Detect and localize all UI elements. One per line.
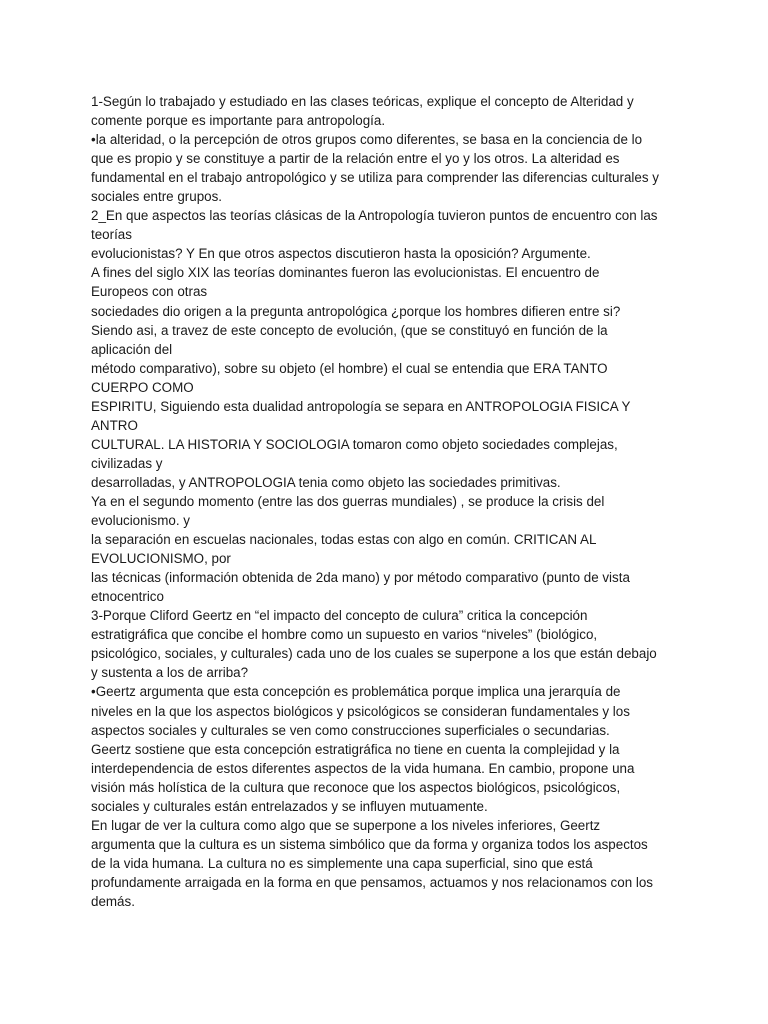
- text-line: •la alteridad, o la percepción de otros grupos como diferentes, se basa en la conciencia de lo: [91, 132, 643, 148]
- text-line: •Geertz argumenta que esta concepción es problemática porque implica una jerarquía de: [91, 684, 621, 700]
- text-line: fundamental en el trabajo antropológico y se utiliza para comprender las diferencias culturales y: [91, 170, 659, 186]
- text-line: aplicación del: [91, 341, 173, 357]
- text-line: 3-Porque Cliford Geertz en “el impacto del concepto de culura” critica la concepción: [91, 608, 588, 624]
- text-line: profundamente arraigada en la forma en que pensamos, actuamos y nos relacionamos con los: [91, 874, 653, 890]
- text-line: ANTRO: [91, 417, 138, 433]
- text-line: desarrolladas, y ANTROPOLOGIA tenia como objeto las sociedades primitivas.: [91, 474, 561, 490]
- text-line: demás.: [91, 893, 135, 909]
- text-line: las técnicas (información obtenida de 2da mano) y por método comparativo (punto de vista: [91, 570, 630, 586]
- text-line: niveles en la que los aspectos biológicos y psicológicos se consideran fundamentales y los: [91, 703, 630, 719]
- text-line: civilizadas y: [91, 455, 163, 471]
- text-line: Europeos con otras: [91, 284, 208, 300]
- text-line: Siendo asi, a travez de este concepto de evolución, (que se constituyó en función de la: [91, 322, 608, 338]
- text-line: comente porque es importante para antropología.: [91, 113, 386, 129]
- text-line: sociedades dio origen a la pregunta antropológica ¿porque los hombres difieren entre si?: [91, 303, 621, 319]
- text-line: ESPIRITU, Siguiendo esta dualidad antropología se separa en ANTROPOLOGIA FISICA Y: [91, 398, 631, 414]
- text-line: CUERPO COMO: [91, 379, 194, 395]
- text-line: psicológico, sociales, y culturales) cada uno de los cuales se superpone a los que están debajo: [91, 646, 657, 662]
- text-line: estratigráfica que concibe el hombre como un supuesto en varios “niveles” (biológico,: [91, 627, 598, 643]
- text-line: En lugar de ver la cultura como algo que se superpone a los niveles inferiores, Geertz: [91, 817, 601, 833]
- text-line: aspectos sociales y culturales se ven como construcciones superficiales o secundarias.: [91, 722, 610, 738]
- text-line: EVOLUCIONISMO, por: [91, 551, 231, 567]
- text-line: 1-Según lo trabajado y estudiado en las clases teóricas, explique el concepto de Alteridad y: [91, 94, 634, 109]
- text-line: evolucionistas? Y En que otros aspectos discutieron hasta la oposición? Argumente.: [91, 246, 591, 262]
- text-line: método comparativo), sobre su objeto (el hombre) el cual se entendia que ERA TANTO: [91, 360, 608, 376]
- text-line: CULTURAL. LA HISTORIA Y SOCIOLOGIA tomaron como objeto sociedades complejas,: [91, 436, 618, 452]
- text-line: Ya en el segundo momento (entre las dos guerras mundiales) , se produce la crisis del: [91, 493, 605, 509]
- text-line: etnocentrico: [91, 589, 164, 605]
- text-line: que es propio y se constituye a partir de la relación entre el yo y los otros. La alteridad es: [91, 151, 620, 167]
- text-line: argumenta que la cultura es un sistema simbólico que da forma y organiza todos los aspectos: [91, 836, 648, 852]
- text-line: interdependencia de estos diferentes aspectos de la vida humana. En cambio, propone una: [91, 760, 635, 776]
- text-line: teorías: [91, 227, 132, 243]
- text-line: visión más holística de la cultura que reconoce que los aspectos biológicos, psicológicos,: [91, 779, 621, 795]
- text-line: evolucionismo. y: [91, 513, 190, 529]
- document-body: [91, 92, 691, 911]
- text-line: Geertz sostiene que esta concepción estratigráfica no tiene en cuenta la complejidad y la: [91, 741, 620, 757]
- text-line: A fines del siglo XIX las teorías dominantes fueron las evolucionistas. El encuentro de: [91, 265, 600, 281]
- text-line: de la vida humana. La cultura no es simplemente una capa superficial, sino que está: [91, 855, 593, 871]
- text-line: 2_En que aspectos las teorías clásicas de la Antropología tuvieron puntos de encuentro con las: [91, 208, 658, 224]
- text-line: y sustenta a los de arriba?: [91, 665, 249, 681]
- text-line: sociales y culturales están entrelazados y se influyen mutuamente.: [91, 798, 488, 814]
- text-line: sociales entre grupos.: [91, 189, 223, 205]
- text-line: la separación en escuelas nacionales, todas estas con algo en común. CRITICAN AL: [91, 532, 597, 548]
